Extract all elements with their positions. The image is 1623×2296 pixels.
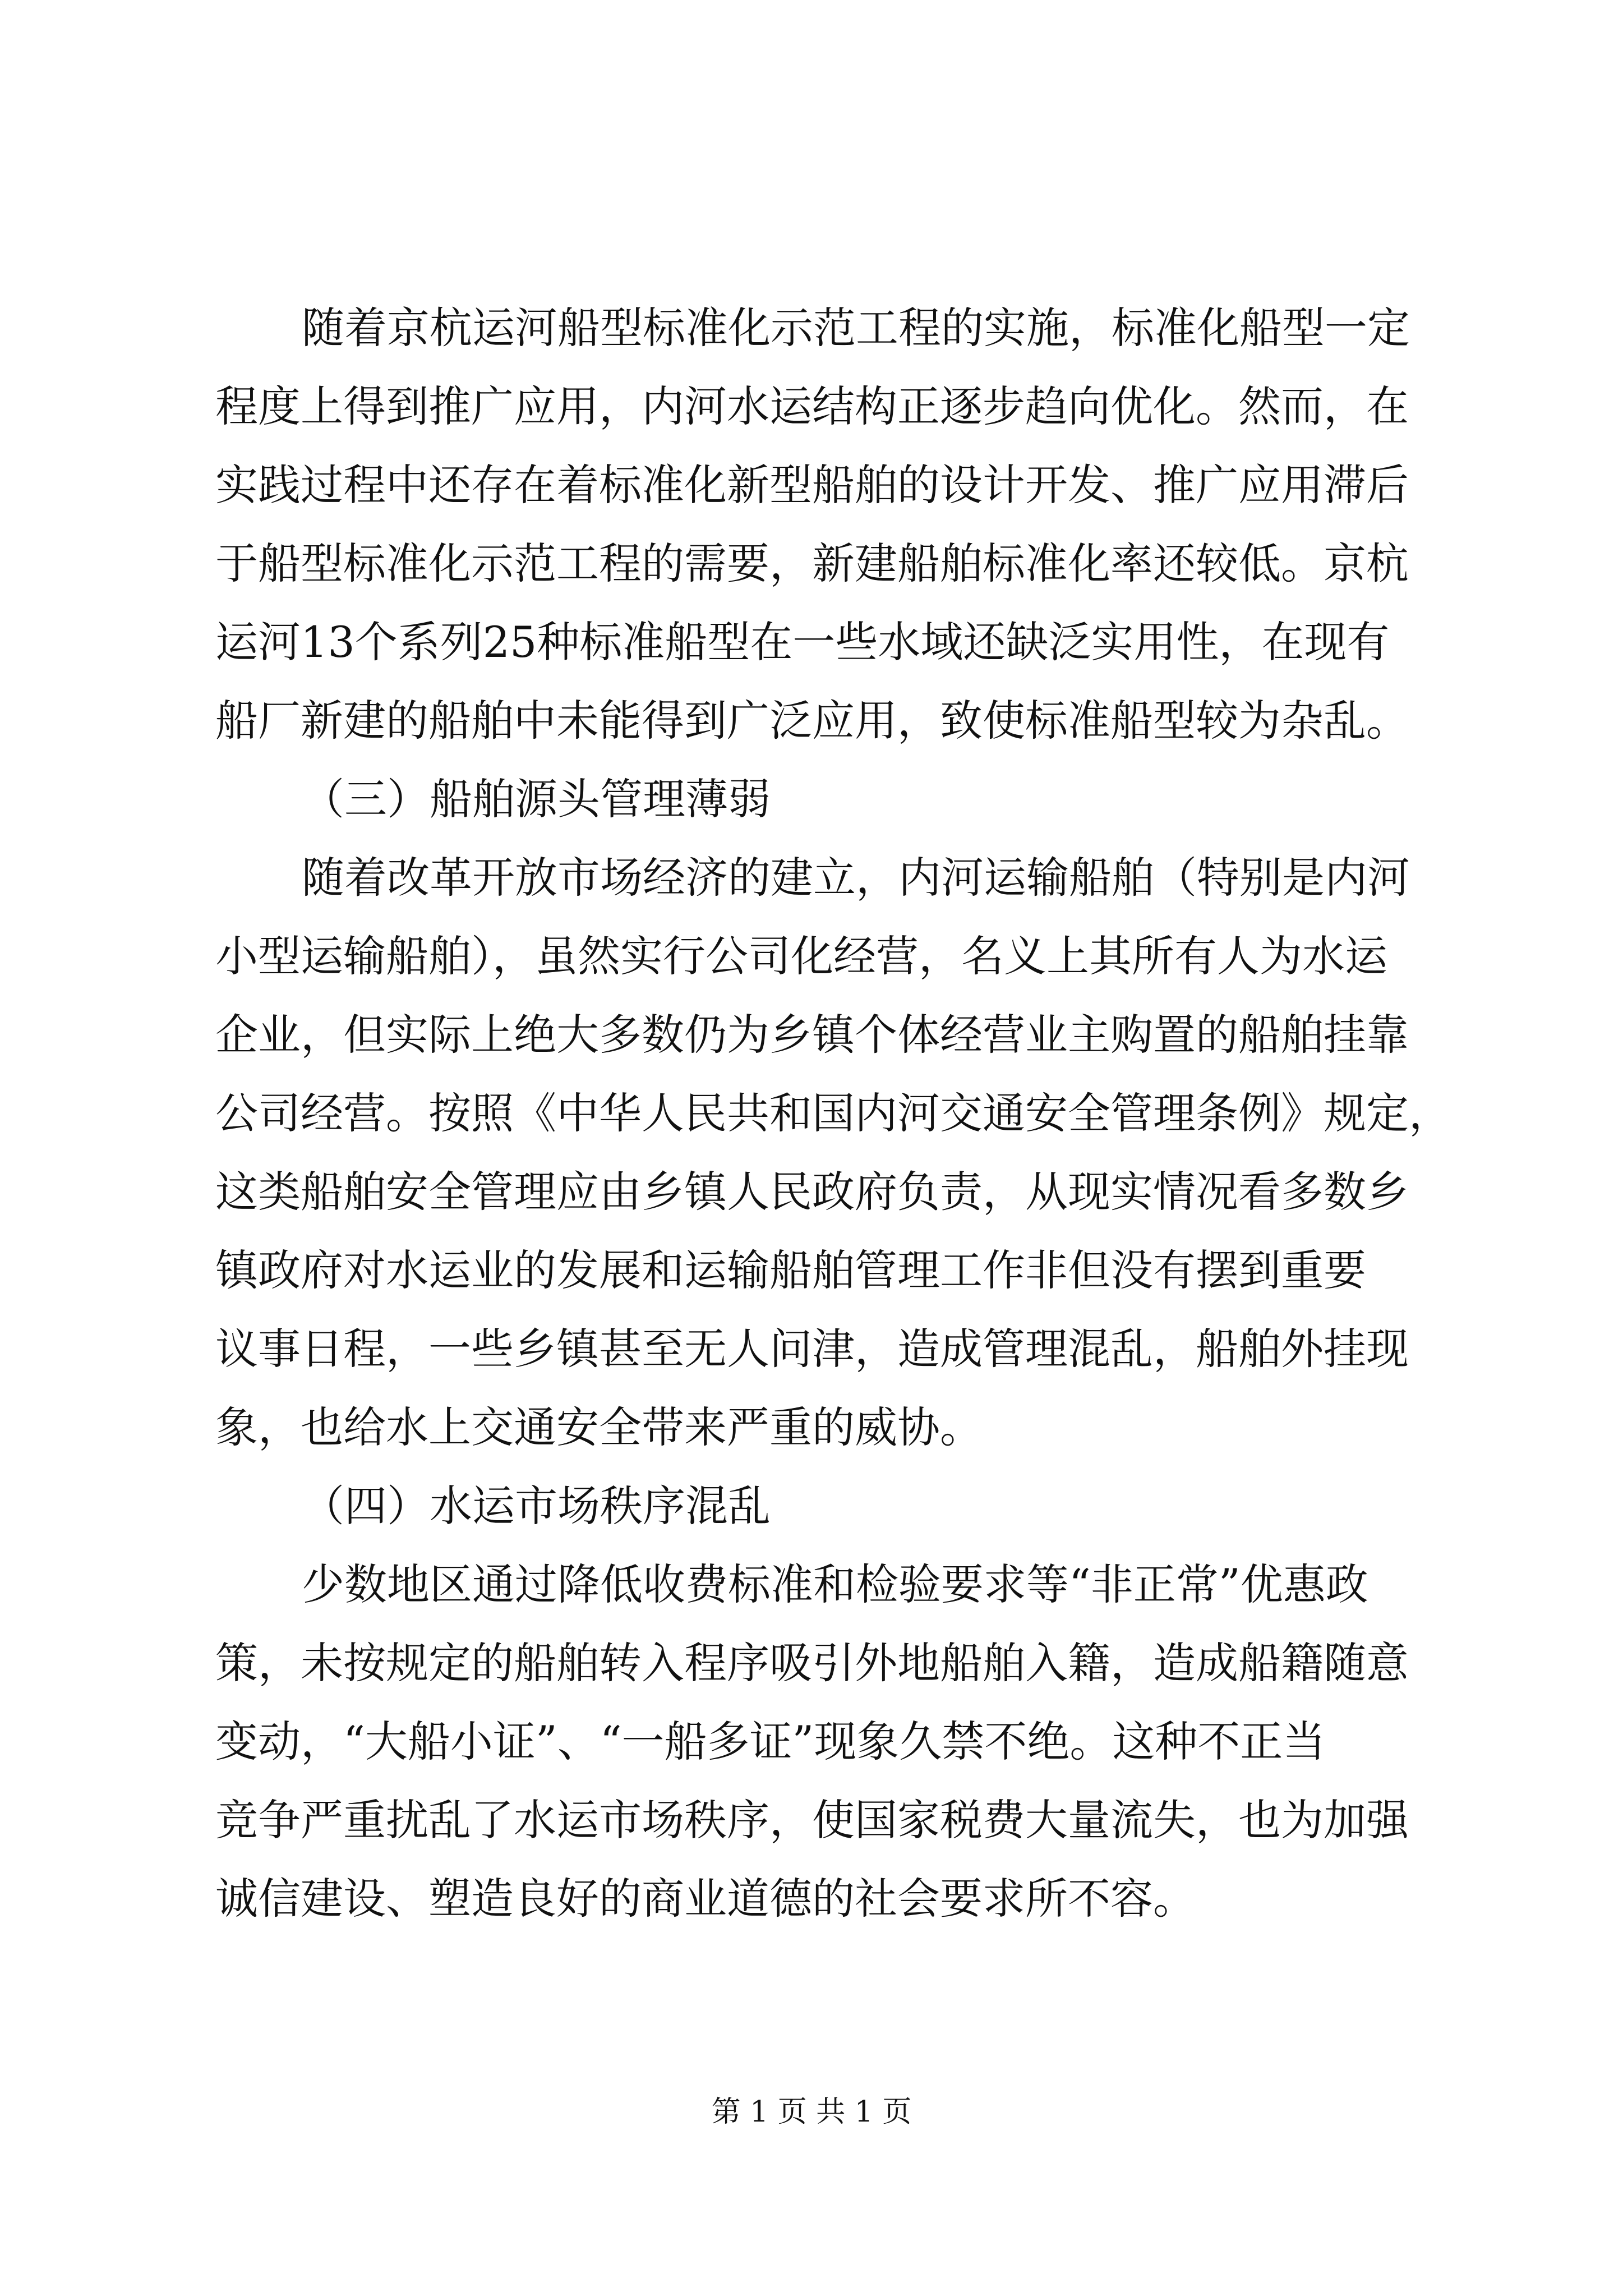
paragraph-line: 小型运输船舶），虽然实行公司化经营，名义上其所有人为水运 xyxy=(215,931,1387,981)
paragraph-line: 实践过程中还存在着标准化新型船舶的设计开发、推广应用滞后 xyxy=(215,460,1409,510)
paragraph-line: 这类船舶安全管理应由乡镇人民政府负责，从现实情况看多数乡 xyxy=(215,1167,1409,1217)
paragraph-line: 于船型标准化示范工程的需要，新建船舶标准化率还较低。京杭 xyxy=(215,539,1409,588)
paragraph-line: 企业，但实际上绝大多数仍为乡镇个体经营业主购置的船舶挂靠 xyxy=(215,1010,1409,1060)
paragraph-line: 变动，“大船小证”、“一船多证”现象久禁不绝。这种不正当 xyxy=(215,1717,1326,1766)
section-heading: （三）船舶源头管理薄弱 xyxy=(302,774,771,824)
paragraph-line: 随着京杭运河船型标准化示范工程的实施，标准化船型一定 xyxy=(302,303,1410,353)
paragraph-line: 程度上得到推广应用，内河水运结构正逐步趋向优化。然而，在 xyxy=(215,381,1409,431)
paragraph-line: 船厂新建的船舶中未能得到广泛应用，致使标准船型较为杂乱。 xyxy=(215,696,1409,746)
paragraph-line: 竞争严重扰乱了水运市场秩序，使国家税费大量流失，也为加强 xyxy=(215,1795,1409,1845)
paragraph-line: 象，也给水上交通安全带来严重的威协。 xyxy=(215,1402,983,1452)
paragraph-line: 诚信建设、塑造良好的商业道德的社会要求所不容。 xyxy=(215,1874,1196,1924)
paragraph-line: 策，未按规定的船舶转入程序吸引外地船舶入籍，造成船籍随意 xyxy=(215,1638,1409,1688)
paragraph-line: 公司经营。按照《中华人民共和国内河交通安全管理条例》规定， xyxy=(215,1088,1451,1138)
page-footer: 第 1 页 共 1 页 xyxy=(711,2095,912,2129)
paragraph-line: 随着改革开放市场经济的建立，内河运输船舶（特别是内河 xyxy=(302,853,1410,903)
paragraph-line: 运河13个系列25种标准船型在一些水域还缺泛实用性，在现有 xyxy=(215,617,1390,667)
section-heading: （四）水运市场秩序混乱 xyxy=(302,1481,771,1531)
paragraph-line: 镇政府对水运业的发展和运输船舶管理工作非但没有摆到重要 xyxy=(215,1245,1366,1295)
paragraph-line: 议事日程，一些乡镇甚至无人问津，造成管理混乱，船舶外挂现 xyxy=(215,1324,1409,1374)
paragraph-line: 少数地区通过降低收费标准和检验要求等“非正常”优惠政 xyxy=(302,1559,1368,1609)
